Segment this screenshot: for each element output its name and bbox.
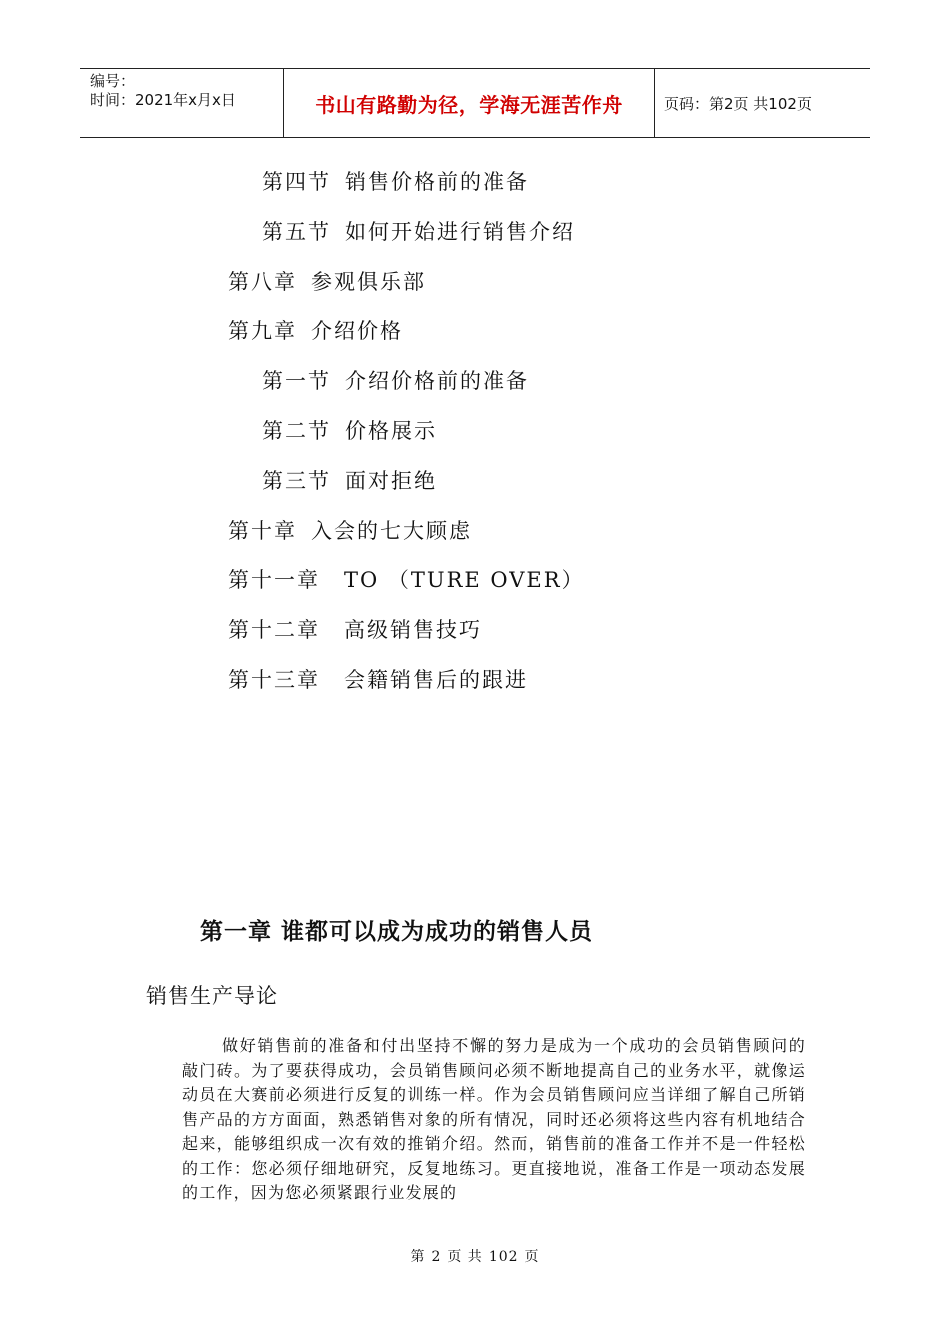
toc-entry [228,664,528,694]
toc-entry-title: 面对拒绝 [345,468,437,493]
toc-entry-title: 参观俱乐部 [311,269,426,294]
toc-entry [228,266,426,296]
toc-entry-title: 介绍价格 [311,319,403,344]
toc-entry-number: 第八章 [228,269,297,294]
toc-entry-title: 如何开始进行销售介绍 [345,219,575,244]
footer-mid: 页 共 [447,1249,483,1265]
toc-entry [262,415,437,445]
toc-entry-number: 第三节 [262,468,331,493]
toc-entry [262,365,529,395]
body-paragraph: 做好销售前的准备和付出坚持不懈的努力是成为一个成功的会员销售顾问的敲门砖。为了要获得成功，会员销售顾问必须不断地提高自己的业务水平，就像运动员在大赛前必须进行反复的训练一样。作为会员销售顾问应当详细了解自己所销售产品的方方面面，熟悉销售对象的所有情况，同时还必须将这些内容有机地结合起来，能够组织成一次有效的推销介绍。然而，销售前的准备工作并不是一件轻松的工作：您必须仔细地研究，反复地练习。更直接地说，准备工作是一项动态发展的工作，因为您必须紧跟行业发展的 [182,1036,806,1202]
footer-prefix: 第 [410,1249,426,1265]
toc-entry-title: TO （TURE OVER） [344,568,585,593]
toc-entry-number: 第二节 [262,419,331,443]
page-footer [0,1246,950,1266]
toc-entry-number: 第九章 [228,319,297,344]
toc-entry [228,614,482,644]
header-number-label: 编号： [90,72,136,90]
section-title: 销售生产导论 [146,984,278,1008]
toc-entry [262,465,437,495]
toc-entry-number: 第十二章 [228,618,320,643]
toc-entry-title: 介绍价格前的准备 [345,369,529,394]
footer-suffix: 页 [524,1249,540,1265]
toc-entry-number: 第十一章 [228,568,320,593]
toc-entry-number: 第四节 [262,170,331,194]
toc-entry-title: 会籍销售后的跟进 [344,668,528,692]
toc-entry-title: 入会的七大顾虑 [311,518,472,543]
page-header [80,68,870,138]
toc-entry [262,216,575,246]
header-meta [80,69,283,137]
toc-entry-number: 第十章 [228,518,297,543]
toc-entry-number: 第五节 [262,219,331,244]
header-time-label: 时间：2021年x月x日 [90,91,236,109]
toc-entry-title: 价格展示 [345,419,437,443]
toc-entry [228,315,403,345]
footer-page: 2 [431,1249,442,1265]
toc-entry-number: 第十三章 [228,668,320,692]
toc-entry [228,515,472,545]
chapter-title: 第一章 谁都可以成为成功的销售人员 [200,919,594,945]
toc-entry-title: 高级销售技巧 [344,618,482,643]
footer-total: 102 [488,1249,519,1265]
header-motto: 书山有路勤为径，学海无涯苦作舟 [283,69,655,137]
toc-entry [262,166,529,196]
header-page-info: 页码：第2页 共102页 [664,94,812,113]
toc-entry [228,564,585,594]
toc-entry-title: 销售价格前的准备 [345,170,529,194]
toc-entry-number: 第一节 [262,369,331,394]
